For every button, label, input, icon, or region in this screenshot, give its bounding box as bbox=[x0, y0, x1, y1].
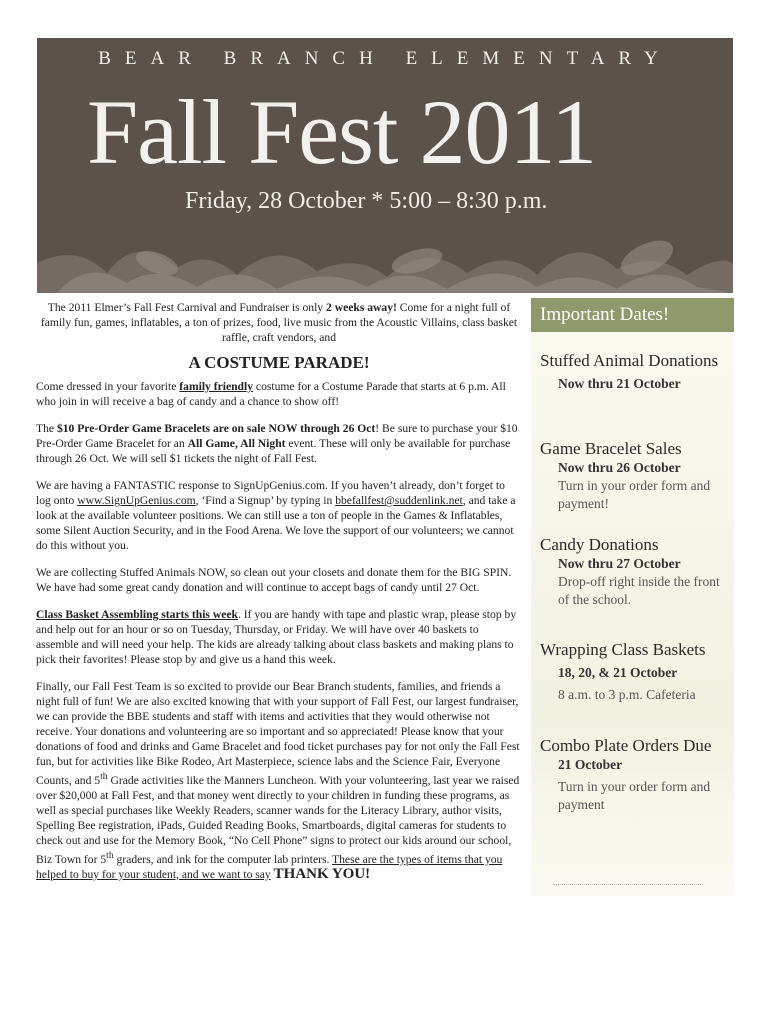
header-banner bbox=[37, 38, 733, 293]
dotted-divider bbox=[553, 884, 703, 887]
event-stuffed-animals bbox=[540, 350, 734, 393]
event-date: 21 October bbox=[558, 757, 623, 772]
signupgenius-link[interactable]: www.SignUpGenius.com bbox=[77, 494, 196, 507]
costume-paragraph: Come dressed in your favorite family friendly costume for a Costume Parade that starts at 6 p.m. All who join in will receive a bag of candy and a chance to show off! bbox=[36, 380, 506, 408]
class-basket-paragraph: Class Basket Assembling starts this week. If you are handy with tape and plastic wrap, please stop by and help out for an hour or so on Tuesday, Thursday, or Friday. We will have over 40 baskets to assemble and will need your help. The kids are already talking about class baskets and making plans to pick their favorites! Please stop by and give us a hand this week. bbox=[36, 608, 517, 666]
bracelet-paragraph: The $10 Pre-Order Game Bracelets are on sale NOW through 26 Oct! Be sure to purchase your $10 Pre-Order Game Bracelet for an All Game, All Night event. These will only be available for purchase through 26 Oct. We will sell $1 tickets the night of Fall Fest. bbox=[36, 422, 518, 465]
school-name: BEAR BRANCH ELEMENTARY bbox=[98, 48, 672, 69]
important-dates-sidebar bbox=[531, 298, 734, 896]
family-friendly-text: family friendly bbox=[179, 380, 254, 393]
event-title: Wrapping Class Baskets bbox=[540, 640, 706, 659]
event-dateline: Friday, 28 October * 5:00 – 8:30 p.m. bbox=[185, 188, 548, 214]
event-note: Turn in your order form and payment! bbox=[558, 478, 711, 511]
event-date: Now thru 27 October bbox=[558, 556, 681, 571]
costume-parade-heading: A COSTUME PARADE! bbox=[188, 353, 370, 372]
event-title: Game Bracelet Sales bbox=[540, 439, 682, 458]
event-combo-plate bbox=[540, 735, 734, 814]
event-date: 18, 20, & 21 October bbox=[558, 665, 678, 680]
leaves-illustration bbox=[37, 203, 733, 293]
event-date: Now thru 26 October bbox=[558, 460, 681, 475]
thank-you-text: THANK YOU! bbox=[273, 865, 371, 882]
event-candy bbox=[540, 534, 734, 609]
event-wrapping-baskets bbox=[540, 639, 734, 704]
email-link[interactable]: bbefallfest@suddenlink.net bbox=[335, 494, 463, 507]
event-title: Combo Plate Orders Due bbox=[540, 736, 712, 755]
event-date: Now thru 21 October bbox=[558, 376, 681, 391]
event-title: Stuffed Animal Donations bbox=[540, 351, 719, 370]
sidebar-heading: Important Dates! bbox=[531, 298, 734, 332]
event-note: Drop-off right inside the front of the school. bbox=[558, 574, 720, 607]
stuffed-animals-paragraph: We are collecting Stuffed Animals NOW, so clean out your closets and donate them for the BIG SPIN. We have had some great candy donation and will continue to accept bags of candy until 27 Oct. bbox=[36, 566, 512, 594]
closing-paragraph: Finally, our Fall Fest Team is so excited to provide our Bear Branch students, families, and friends a night full of fun! We are also excited knowing that with your support of Fall Fest, our largest fundraiser, we can provide the BBE students and staff with items and activities that they would otherwise not receive. Your donations and volunteering are so important and so appreciated! Please know that your donations of food and drinks and Game Bracelet and food ticket purchases pay for not only the Fall Fest fun, but for activities like Bike Rodeo, Art Masterpiece, science labs and the Science Fair, Everyone Counts, and 5th Grade activities like the Manners Luncheon. With your volunteering, last year we raised over $20,000 at Fall Fest, and that money went directly to your children in funding these programs, as well as special purchases like Weekly Readers, scanner wands for the Literacy Library, author visits, Spelling Bee registration, iPads, Guided Reading Books, Smartboards, digital cameras for students to check out and use for the Memory Book, “No Cell Phone” signs to protect our kids around our school, Biz Town for 5th graders, and ink for the computer lab printers. These are the types of items that you helped to buy for your student, and we want to say THANK YOU! bbox=[36, 680, 520, 882]
event-game-bracelet bbox=[540, 438, 734, 513]
intro-paragraph: The 2011 Elmer’s Fall Fest Carnival and Fundraiser is only 2 weeks away! Come for a night full of family fun, games, inflatables, a ton of prizes, food, live music from the Acoustic Villains, class basket raffle, craft vendors, and bbox=[40, 301, 518, 344]
event-note: 8 a.m. to 3 p.m. Cafeteria bbox=[558, 687, 696, 702]
main-content bbox=[36, 300, 522, 894]
signup-paragraph: We are having a FANTASTIC response to SignUpGenius.com. If you haven’t already, don’t forget to log onto www.SignUpGenius.com, ‘Find a Signup’ by typing in bbefallfest@suddenlink.net, and take a look at the available volunteer positions. We can still use a ton of people in the Games & Inflatables, some Silent Auction Security, and in the Food Arena. We love the support of our volunteers; we cannot do this without you. bbox=[36, 479, 516, 552]
event-note: Turn in your order form and payment bbox=[558, 779, 711, 812]
page-title: Fall Fest 2011 bbox=[87, 81, 597, 183]
event-title: Candy Donations bbox=[540, 535, 659, 554]
